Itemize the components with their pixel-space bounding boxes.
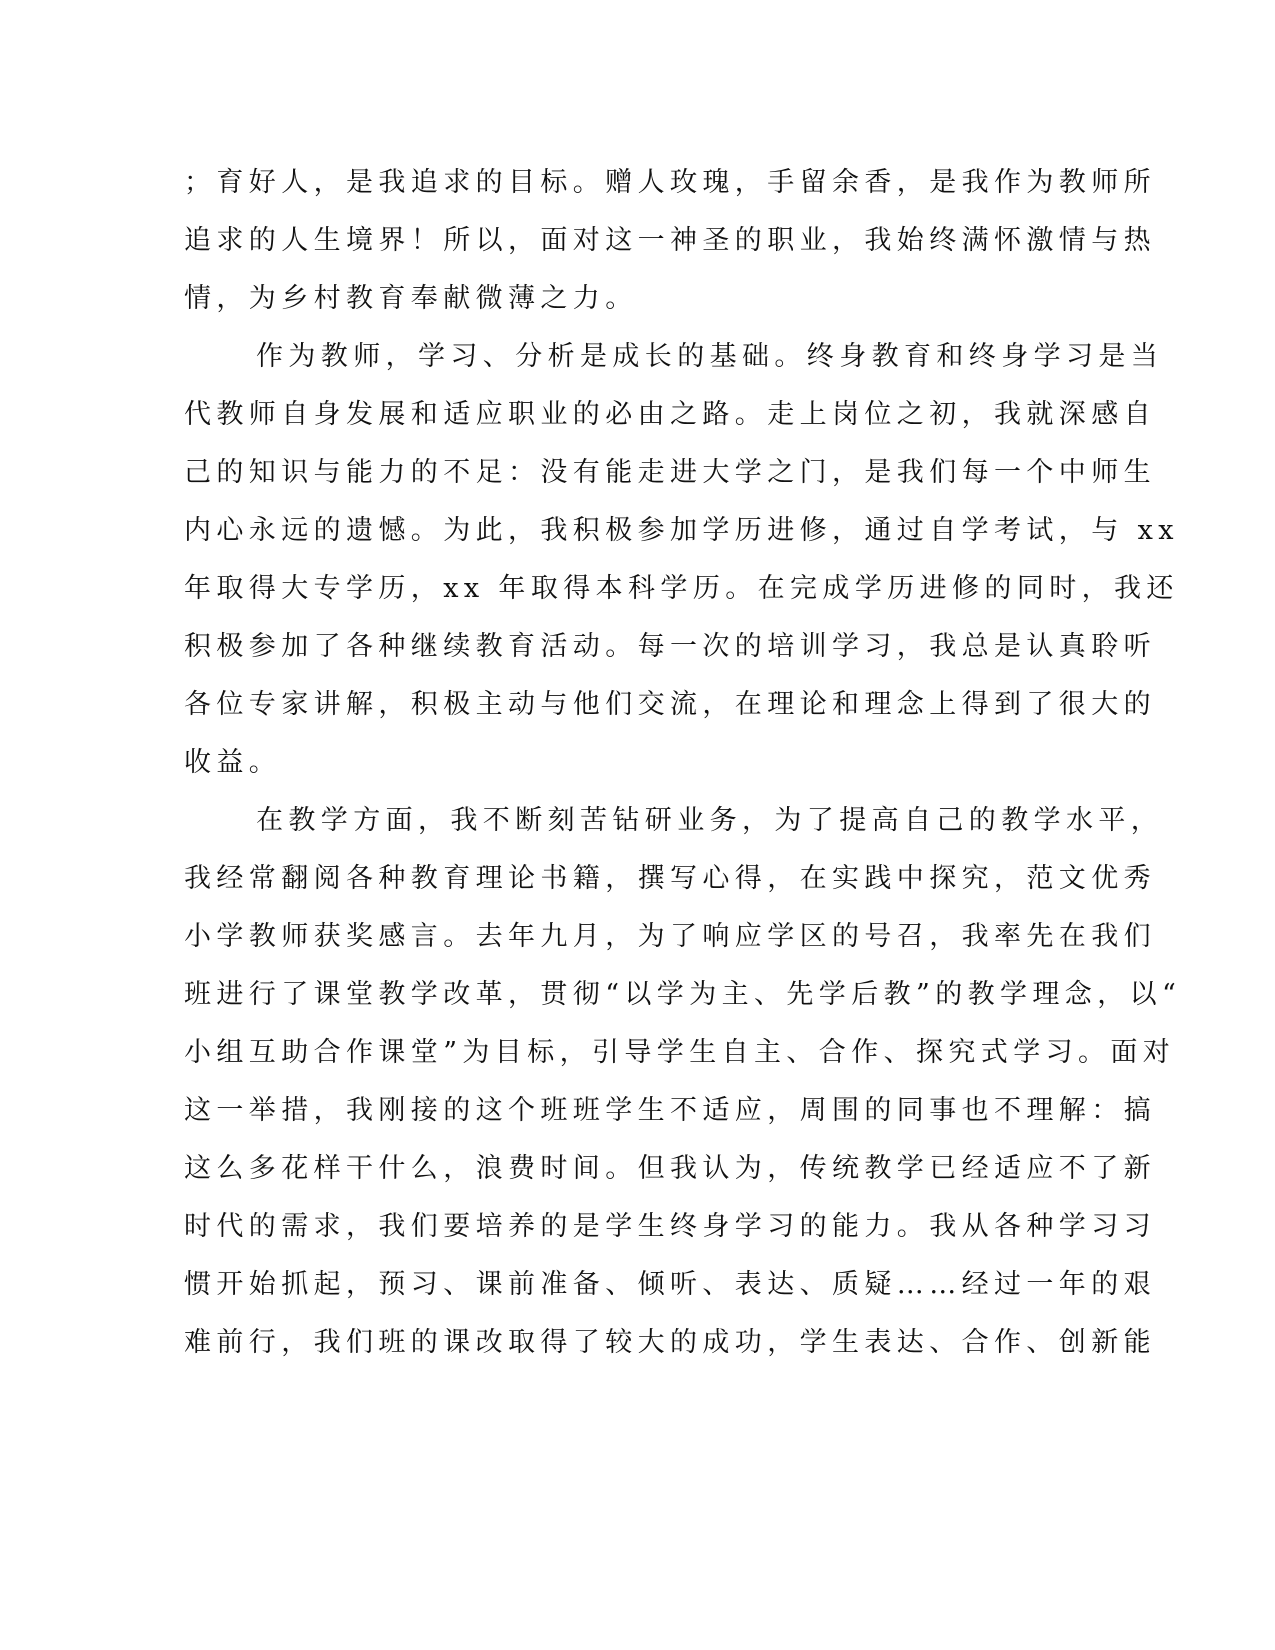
text-line: 情，为乡村教育奉献微薄之力。: [184, 283, 638, 314]
text-line: ；育好人，是我追求的目标。赠人玫瑰，手留余香，是我作为教师所: [184, 167, 1156, 198]
paragraph-start-line: 作为教师，学习、分析是成长的基础。终身教育和终身学习是当: [256, 341, 1164, 372]
text-line: 收益。: [184, 747, 282, 778]
text-line: 班进行了课堂教学改革，贯彻“以学为主、先学后教”的教学理念，以“: [184, 979, 1182, 1010]
text-line: 小组互助合作课堂”为目标，引导学生自主、合作、探究式学习。面对: [184, 1037, 1176, 1068]
text-line: 小学教师获奖感言。去年九月，为了响应学区的号召，我率先在我们: [184, 921, 1156, 952]
text-line: 内心永远的遗憾。为此，我积极参加学历进修，通过自学考试，与 xx: [184, 515, 1179, 546]
text-line: 各位专家讲解，积极主动与他们交流，在理论和理念上得到了很大的: [184, 689, 1156, 720]
text-line: 年取得大专学历，xx 年取得本科学历。在完成学历进修的同时，我还: [184, 573, 1179, 604]
text-line: 这一举措，我刚接的这个班班学生不适应，周围的同事也不理解：搞: [184, 1095, 1156, 1126]
text-line: 我经常翻阅各种教育理论书籍，撰写心得，在实践中探究，范文优秀: [184, 863, 1156, 894]
text-line: 时代的需求，我们要培养的是学生终身学习的能力。我从各种学习习: [184, 1211, 1156, 1242]
text-line: 追求的人生境界！所以，面对这一神圣的职业，我始终满怀激情与热: [184, 225, 1156, 256]
paragraph-start-line: 在教学方面，我不断刻苦钻研业务，为了提高自己的教学水平，: [256, 805, 1164, 836]
text-line: 惯开始抓起，预习、课前准备、倾听、表达、质疑……经过一年的艰: [184, 1269, 1156, 1300]
text-line: 这么多花样干什么，浪费时间。但我认为，传统教学已经适应不了新: [184, 1153, 1156, 1184]
text-line: 难前行，我们班的课改取得了较大的成功，学生表达、合作、创新能: [184, 1327, 1156, 1358]
text-line: 己的知识与能力的不足：没有能走进大学之门，是我们每一个中师生: [184, 457, 1156, 488]
text-line: 积极参加了各种继续教育活动。每一次的培训学习，我总是认真聆听: [184, 631, 1156, 662]
text-line: 代教师自身发展和适应职业的必由之路。走上岗位之初，我就深感自: [184, 399, 1156, 430]
